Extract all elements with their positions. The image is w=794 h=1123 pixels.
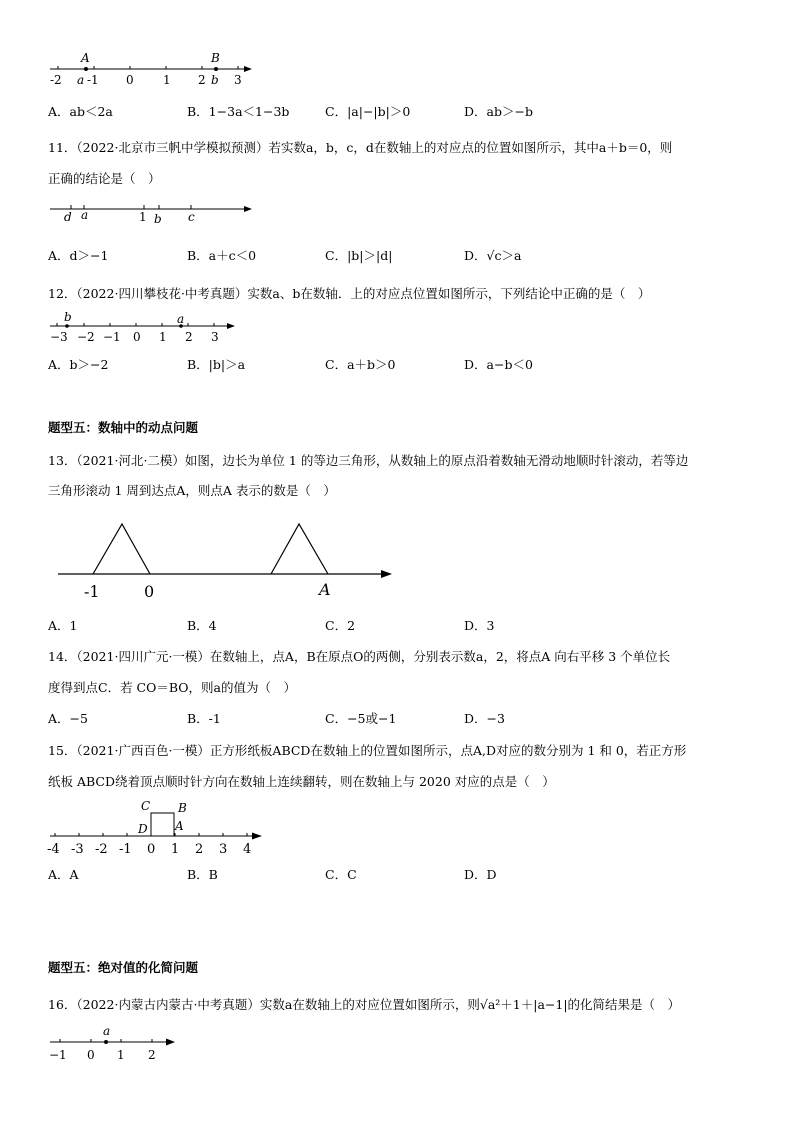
- q11-option-b[interactable]: B．a＋c＜0: [187, 248, 257, 263]
- square-abcd: [151, 813, 174, 836]
- tick-label: 1: [171, 842, 180, 857]
- point-label-a: a: [103, 1024, 111, 1038]
- q11-option-c[interactable]: C．|b|＞|d|: [325, 248, 393, 263]
- label-minus-one: -1: [84, 582, 100, 601]
- tick-label: 2: [185, 330, 193, 344]
- q10-option-a[interactable]: A．ab＜2a: [48, 104, 113, 119]
- q15-option-d[interactable]: D．D: [464, 867, 497, 882]
- label-zero: 0: [144, 582, 155, 601]
- point-label-a: a: [81, 208, 89, 222]
- tick-label: 3: [219, 842, 228, 857]
- q13-option-c[interactable]: C．2: [325, 618, 356, 633]
- q15-option-c[interactable]: C．C: [325, 867, 357, 882]
- q12-stem-line1: 12．（2022·四川攀枝花·中考真题）实数a、b在数轴．上的对应点位置如图所示，下列结论中正确的是（ ）: [48, 286, 651, 301]
- q14-stem-line2: 度得到点C．若 CO＝BO，则a的值为（ ）: [48, 680, 296, 695]
- section-heading: 题型五：绝对值的化简问题: [48, 960, 199, 975]
- q14-option-d[interactable]: D．−3: [464, 711, 505, 726]
- tick-label: 1: [163, 73, 171, 87]
- tick-label: -1: [119, 842, 132, 857]
- q13-stem-line1: 13．（2021·河北·二模）如图，边长为单位 1 的等边三角形，从数轴上的原点沿着数轴无滑动地顺时针滚动，若等边: [48, 453, 689, 468]
- q12-option-d[interactable]: D．a−b＜0: [464, 357, 533, 372]
- tick-label: 0: [126, 73, 134, 87]
- q11-option-a[interactable]: A．d＞−1: [48, 248, 109, 263]
- point-label-A: A: [319, 580, 331, 599]
- q11-stem-line1: 11．（2022·北京市三帆中学模拟预测）若实数a，b，c，d在数轴上的对应点的位置如图所示，其中a＋b＝0，则: [48, 140, 673, 155]
- point-label-b: b: [211, 73, 219, 87]
- point-label-b: b: [154, 212, 162, 226]
- tick-label: 0: [87, 1048, 95, 1062]
- q13-option-b[interactable]: B．4: [187, 618, 217, 633]
- point-label-a: a: [177, 312, 185, 326]
- q15-stem-line2: 纸板 ABCD绕着顶点顺时针方向在数轴上连续翻转，则在数轴上与 2020 对应的点是（ ）: [48, 774, 555, 789]
- section-heading: 题型五：数轴中的动点问题: [48, 420, 199, 435]
- tick-label: -3: [71, 842, 84, 857]
- point-label-B: B: [211, 51, 220, 65]
- tick-label: 0: [147, 842, 156, 857]
- tick-label: 1: [159, 330, 167, 344]
- tick-label: -4: [47, 842, 60, 857]
- square-flip-figure: [0, 798, 794, 858]
- tick-label: -2: [95, 842, 108, 857]
- tick-label: 3: [211, 330, 219, 344]
- q10-option-d[interactable]: D．ab＞−b: [464, 104, 533, 119]
- tick-label: 2: [148, 1048, 156, 1062]
- point-label-A: A: [81, 51, 90, 65]
- q12-option-b[interactable]: B．|b|＞a: [187, 357, 246, 372]
- number-line-q11: [0, 195, 794, 235]
- q11-stem-line2: 正确的结论是（ ）: [48, 171, 161, 186]
- point-label-a: a: [77, 73, 85, 87]
- tick-label: −1: [49, 1048, 67, 1062]
- q14-option-a[interactable]: A．−5: [48, 711, 88, 726]
- q13-option-d[interactable]: D．3: [464, 618, 495, 633]
- number-line-q12: [0, 308, 794, 348]
- tick-label: -2: [50, 73, 62, 87]
- vertex-label-D: D: [138, 822, 148, 836]
- q10-option-b[interactable]: B．1−3a＜1−3b: [187, 104, 290, 119]
- q13-option-a[interactable]: A．1: [48, 618, 78, 633]
- rolling-triangle-figure: [0, 515, 794, 615]
- q15-option-a[interactable]: A．A: [48, 867, 79, 882]
- vertex-label-C: C: [141, 799, 151, 813]
- tick-label: −3: [50, 330, 68, 344]
- tick-label: 1: [117, 1048, 125, 1062]
- number-line-q16: [0, 1025, 794, 1075]
- tick-label: 2: [198, 73, 206, 87]
- point-label-d: d: [64, 210, 72, 224]
- q15-stem-line1: 15．（2021·广西百色·一模）正方形纸板ABCD在数轴上的位置如图所示，点A,D对应的数分别为 1 和 0，若正方形: [48, 743, 687, 758]
- tick-label: −1: [103, 330, 121, 344]
- tick-label: 2: [195, 842, 204, 857]
- q12-option-a[interactable]: A．b＞−2: [48, 357, 109, 372]
- number-line-q10: [0, 0, 794, 100]
- tick-label: −2: [77, 330, 95, 344]
- tick-label: 3: [234, 73, 242, 87]
- vertex-label-A: A: [175, 819, 184, 833]
- point-label-b: b: [64, 310, 72, 324]
- q10-option-c[interactable]: C．|a|−|b|＞0: [325, 104, 411, 119]
- q13-stem-line2: 三角形滚动 1 周到达点A，则点A 表示的数是（ ）: [48, 483, 336, 498]
- vertex-label-B: B: [178, 801, 187, 815]
- q14-option-c[interactable]: C．−5或−1: [325, 711, 397, 726]
- tick-label: 0: [133, 330, 141, 344]
- q12-option-c[interactable]: C．a＋b＞0: [325, 357, 396, 372]
- q14-option-b[interactable]: B．-1: [187, 711, 221, 726]
- point-label-c: c: [188, 210, 195, 224]
- tick-label: 4: [243, 842, 252, 857]
- point-label-1: 1: [139, 210, 147, 224]
- q15-option-b[interactable]: B．B: [187, 867, 218, 882]
- tick-label: -1: [87, 73, 99, 87]
- q11-option-d[interactable]: D．√c＞a: [464, 248, 522, 263]
- q16-stem-line1: 16．（2022·内蒙古内蒙古·中考真题）实数a在数轴上的对应位置如图所示，则√a²＋1＋|a−1|的化简结果是（ ）: [48, 997, 681, 1012]
- q14-stem-line1: 14．（2021·四川广元·一模）在数轴上，点A，B在原点O的两侧，分别表示数a，2，将点A 向右平移 3 个单位长: [48, 649, 671, 664]
